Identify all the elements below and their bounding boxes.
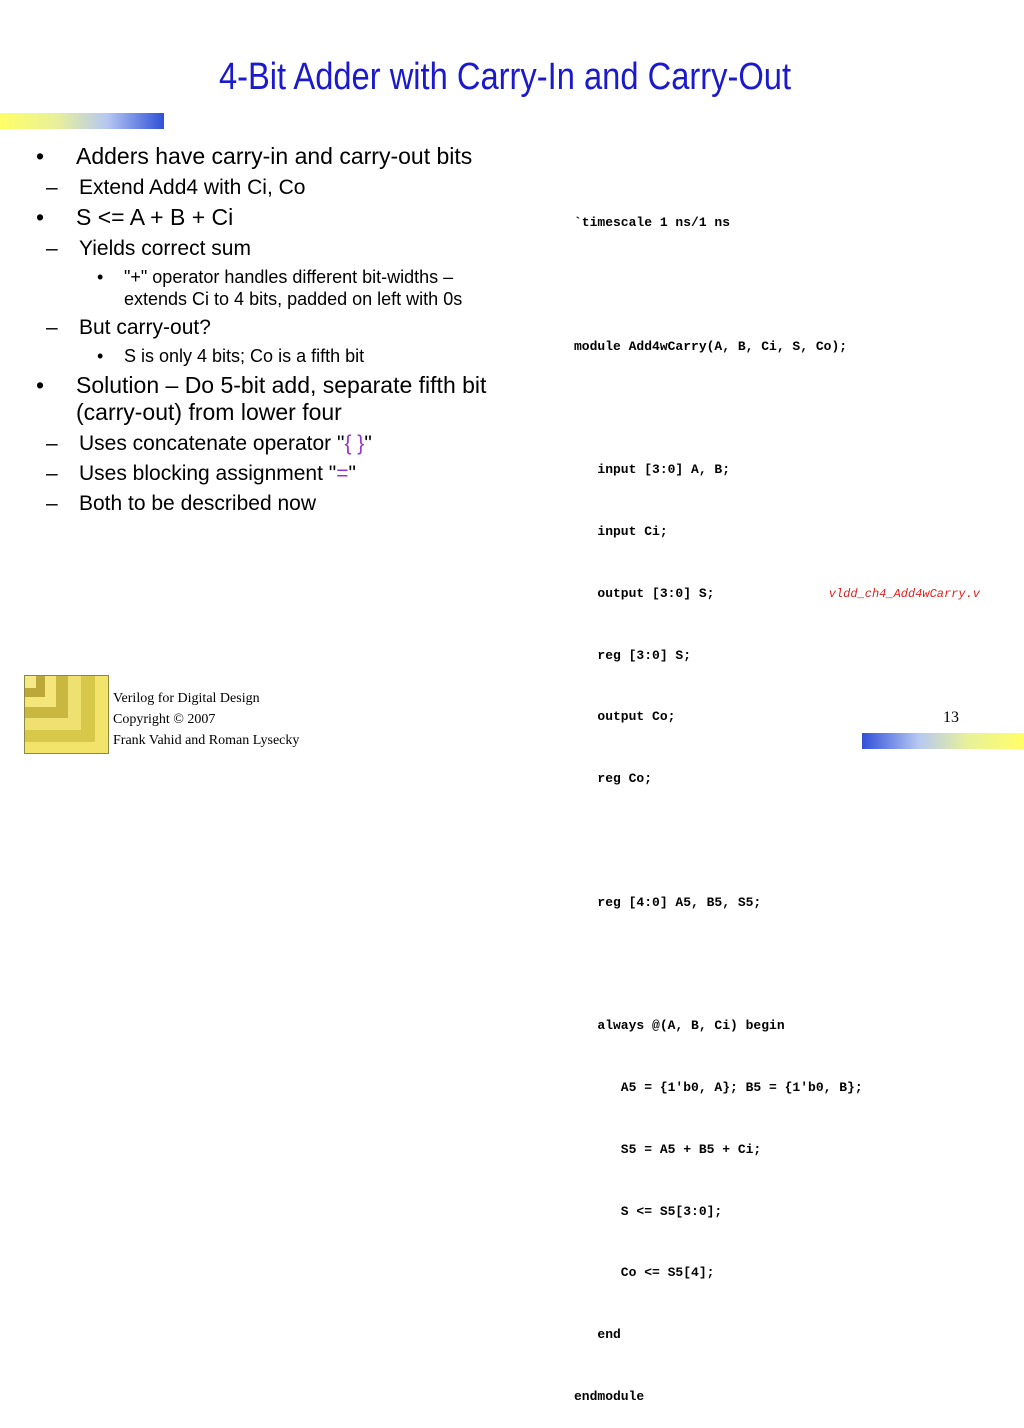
code-line: A5 = {1'b0, A}; B5 = {1'b0, B}; [574,1080,863,1096]
code-line: S5 = A5 + B5 + Ci; [574,1141,762,1157]
code-line: module Add4wCarry(A, B, Ci, S, Co); [574,338,848,354]
highlight-concat-operator: { } [344,432,365,455]
sub-bullet-item: – Extend Add4 with Ci, Co [0,175,506,200]
slide-title: 4-Bit Adder with Carry-In and Carry-Out [218,56,792,98]
page-number: 13 [943,709,959,726]
sub-sub-bullet-item: • S is only 4 bits; Co is a fifth bit [0,345,506,367]
code-block [574,172,863,1428]
sub-bullet-item [0,431,506,456]
footer-line: Frank Vahid and Roman Lysecky [113,733,300,748]
bullet-list [36,143,506,520]
sub-bullet-item: – But carry-out? [0,315,506,340]
code-line: endmodule [574,1389,645,1405]
bullet-text: " [348,462,356,485]
code-line: always @(A, B, Ci) begin [574,1018,785,1034]
bullet-item: • Adders have carry-in and carry-out bits [36,143,506,170]
code-line: input [3:0] A, B; [574,462,731,478]
bullet-text: " [364,432,372,455]
code-line [574,831,863,852]
code-line: reg [3:0] S; [574,647,692,663]
bullet-text: Uses blocking assignment " [79,462,337,485]
sub-bullet-item: – Both to be described now [0,491,506,516]
code-line: reg Co; [574,771,653,787]
code-line [574,955,863,976]
code-line [574,399,863,420]
sub-bullet-item: – Yields correct sum [0,236,506,261]
code-line: Co <= S5[4]; [574,1265,715,1281]
code-filename: vldd_ch4_Add4wCarry.v [828,587,980,601]
footer-line: Copyright © 2007 [113,712,216,727]
sub-sub-bullet-item: • "+" operator handles different bit-widths – extends Ci to 4 bits, padded on left with 0s [0,266,506,310]
code-line: input Ci; [574,524,668,540]
code-line: S <= S5[3:0]; [574,1203,723,1219]
code-line: output [3:0] S; [574,585,715,601]
bullet-item: • S <= A + B + Ci [36,204,506,231]
book-logo-icon [24,675,109,754]
bullet-item: • Solution – Do 5-bit add, separate fifth bit (carry-out) from lower four [36,372,506,426]
footer-accent-bar [862,733,1024,749]
highlight-blocking-operator: = [336,462,349,485]
code-line: output Co; [574,709,676,725]
code-line: end [574,1327,621,1343]
bullet-text: Uses concatenate operator " [79,432,345,455]
code-line: `timescale 1 ns/1 ns [574,215,731,231]
title-accent-bar [0,113,164,129]
code-line [574,275,863,296]
sub-bullet-item [0,461,506,486]
footer-credits [113,688,299,751]
code-line: reg [4:0] A5, B5, S5; [574,894,762,910]
footer-line: Verilog for Digital Design [113,691,260,706]
